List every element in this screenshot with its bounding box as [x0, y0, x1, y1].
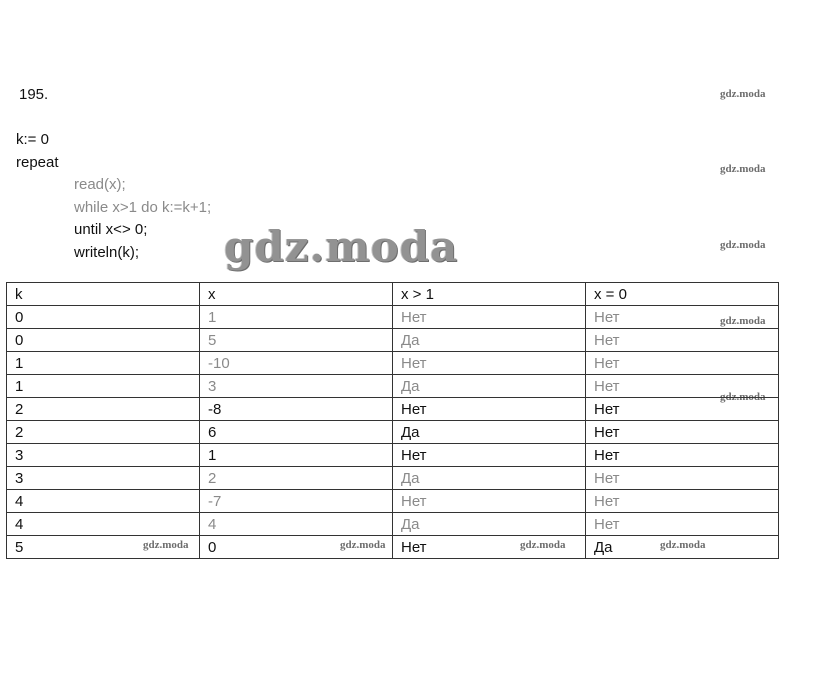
cell-x-eq-0: Нет — [586, 421, 779, 444]
watermark-label: gdz.moda — [520, 539, 566, 551]
cell-x: -8 — [200, 398, 393, 421]
cell-x-eq-0: Нет — [586, 329, 779, 352]
cell-x: 0 — [200, 536, 393, 559]
watermark-label: gdz.moda — [720, 315, 766, 327]
cell-x-eq-0: Нет — [586, 306, 779, 329]
cell-x-eq-0: Да — [586, 536, 779, 559]
cell-k: 5 — [7, 536, 200, 559]
column-header-x-eq-0: x = 0 — [586, 283, 779, 306]
cell-k: 3 — [7, 467, 200, 490]
table-row — [7, 421, 779, 444]
watermark-label: gdz.moda — [720, 163, 766, 175]
table-row — [7, 398, 779, 421]
cell-k: 2 — [7, 421, 200, 444]
cell-x: 4 — [200, 513, 393, 536]
cell-k: 1 — [7, 375, 200, 398]
cell-k: 1 — [7, 352, 200, 375]
cell-x-eq-0: Нет — [586, 490, 779, 513]
code-block — [16, 129, 211, 264]
watermark-label: gdz.moda — [143, 539, 189, 551]
cell-k: 4 — [7, 490, 200, 513]
table-row — [7, 467, 779, 490]
table-row — [7, 329, 779, 352]
cell-x: 6 — [200, 421, 393, 444]
table-row — [7, 444, 779, 467]
cell-x-eq-0: Нет — [586, 375, 779, 398]
cell-x-gt-1: Да — [393, 375, 586, 398]
cell-x-gt-1: Нет — [393, 398, 586, 421]
watermark-label: gdz.moda — [720, 88, 766, 100]
cell-x-eq-0: Нет — [586, 398, 779, 421]
cell-x: -10 — [200, 352, 393, 375]
cell-x: 1 — [200, 444, 393, 467]
cell-x-gt-1: Нет — [393, 490, 586, 513]
cell-x-gt-1: Да — [393, 513, 586, 536]
code-line-writeln: writeln(k); — [74, 243, 140, 261]
table-row — [7, 513, 779, 536]
cell-x-eq-0: Нет — [586, 352, 779, 375]
cell-x-gt-1: Да — [393, 421, 586, 444]
watermark-label: gdz.moda — [720, 391, 766, 403]
table-row — [7, 490, 779, 513]
column-header-x: x — [200, 283, 393, 306]
cell-x-gt-1: Нет — [393, 352, 586, 375]
cell-x-eq-0: Нет — [586, 513, 779, 536]
code-line-until: until x<> 0; — [74, 221, 148, 238]
cell-k: 3 — [7, 444, 200, 467]
cell-k: 0 — [7, 306, 200, 329]
cell-k: 2 — [7, 398, 200, 421]
column-header-x-gt-1: x > 1 — [393, 283, 586, 306]
code-line-init: k:= 0 — [16, 131, 49, 148]
table-row — [7, 375, 779, 398]
cell-k: 4 — [7, 513, 200, 536]
cell-x-eq-0: Нет — [586, 467, 779, 490]
task-number: 195. — [19, 86, 49, 103]
cell-x: 3 — [200, 375, 393, 398]
table-header-row — [7, 283, 779, 306]
trace-table — [6, 282, 779, 559]
cell-x: 5 — [200, 329, 393, 352]
code-line-repeat: repeat — [16, 153, 59, 171]
watermark-logo: gdz.moda — [224, 222, 459, 271]
watermark-label: gdz.moda — [340, 539, 386, 551]
table-row — [7, 306, 779, 329]
code-line-while: while x>1 do k:=k+1; — [74, 198, 212, 216]
cell-x-eq-0: Нет — [586, 444, 779, 467]
cell-x-gt-1: Да — [393, 329, 586, 352]
watermark-label: gdz.moda — [720, 239, 766, 251]
code-line-read: read(x); — [74, 176, 126, 193]
cell-x: 2 — [200, 467, 393, 490]
column-header-k: k — [7, 283, 200, 306]
table-row — [7, 352, 779, 375]
cell-x-gt-1: Нет — [393, 444, 586, 467]
cell-x: 1 — [200, 306, 393, 329]
watermark-label: gdz.moda — [660, 539, 706, 551]
cell-x: -7 — [200, 490, 393, 513]
cell-k: 0 — [7, 329, 200, 352]
cell-x-gt-1: Нет — [393, 306, 586, 329]
cell-x-gt-1: Да — [393, 467, 586, 490]
cell-x-gt-1: Нет — [393, 536, 586, 559]
